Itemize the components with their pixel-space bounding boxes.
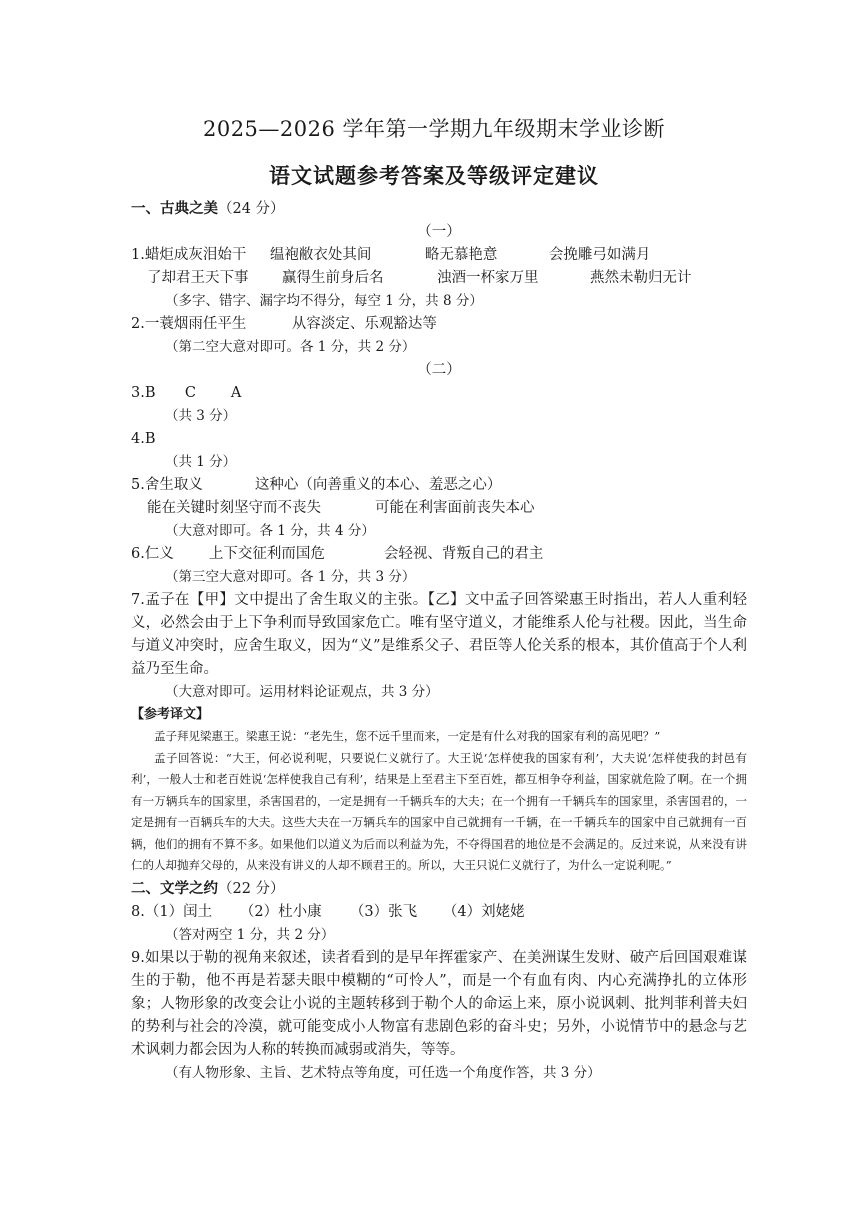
q1-answer-7: 浊酒一杯家万里 <box>437 270 539 286</box>
q5-row2 <box>131 497 747 520</box>
q8-answer-3: （3）张飞 <box>349 903 418 920</box>
q8-scoring-note: （答对两空 1 分，共 2 分） <box>165 926 335 943</box>
q1-answer-5: 了却君王天下事 <box>147 270 249 286</box>
q2-row <box>131 313 747 336</box>
q2-number: 2. <box>131 316 145 332</box>
q1-answer-1: 蜡炬成灰泪始干 <box>144 247 247 263</box>
q8-answer-2: （2）杜小康 <box>239 903 322 920</box>
section-2-score: （22 分） <box>218 880 285 897</box>
q5-scoring-note: （大意对即可。各 1 分，共 4 分） <box>165 523 375 539</box>
q5-row1 <box>131 474 747 497</box>
section-1-title: 一、古典之美 <box>131 200 218 217</box>
q5-answer-4: 可能在利害面前丧失本心 <box>375 500 535 516</box>
part-2-label: （二） <box>417 362 461 378</box>
page-subtitle: 语文试题参考答案及等级评定建议 <box>269 163 599 188</box>
q8-answer-4: （4）刘姥姥 <box>442 903 525 920</box>
q6-number: 6. <box>131 546 145 562</box>
q1-row1 <box>131 244 747 267</box>
q7-scoring-note: （大意对即可。运用材料论证观点，共 3 分） <box>165 684 439 700</box>
q9-scoring-note: （有人物形象、主旨、艺术特点等角度，可任选一个角度作答，共 3 分） <box>165 1064 601 1081</box>
q6-scoring-note: （第三空大意对即可。各 1 分，共 3 分） <box>165 569 416 585</box>
q1-answer-2: 缊袍敝衣处其间 <box>269 247 372 263</box>
q7-number: 7. <box>131 592 145 608</box>
q4-scoring-note: （共 1 分） <box>165 454 237 470</box>
q4-number: 4. <box>131 431 145 447</box>
q3-row <box>131 382 747 405</box>
section-1-score: （24 分） <box>218 201 285 217</box>
reference-translation-paragraph-2: 孟子回答说：“大王，何必说利呢，只要说仁义就行了。大王说‘怎样使我的国家有利’，大夫说‘怎样使我的封邑有利’，一般人士和老百姓说‘怎样使我自己有利’，结果是上至君主下至百姓，都互相争夺利益，国家就危险了啊。在一个拥有一万辆兵车的国家里，杀害国君的，一定是拥有一千辆兵车的大夫；在一个拥有一千辆兵车的国家里，杀害国君的，一定是拥有一百辆兵车的大夫。这些大夫在一万辆兵车的国家中自己就拥有一千辆，在一千辆兵车的国家中自己就拥有一百辆，他们的拥有不算不多。如果他们以道义为后而以利益为先，不夺得国君的地位是不会满足的。反过来说，从来没有讲仁的人却抛弃父母的，从来没有讲义的人却不顾君王的。所以，大王只说仁义就行了，为什么一定说利呢。” <box>131 750 747 872</box>
q5-number: 5. <box>131 477 145 493</box>
q1-answer-3: 略无慕艳意 <box>424 247 498 263</box>
q1-answer-8: 燕然未勒归无计 <box>590 270 692 286</box>
q7-text: 孟子在【甲】文中提出了舍生取义的主张。【乙】文中孟子回答梁惠王时指出，若人人重利轻义，必然会由于上下争利而导致国家危亡。唯有坚守道义，才能维系人伦与社稷。因此，当生命与道义冲突时，应舍生取义，因为“义”是维系父子、君臣等人伦关系的根本，其价值高于个人利益乃至生命。 <box>131 592 747 677</box>
q8-row <box>131 901 747 924</box>
part-1-label: （一） <box>417 224 461 240</box>
q6-answer-1: 仁义 <box>144 546 174 562</box>
q7-answer <box>131 589 747 681</box>
q1-row2 <box>131 267 747 290</box>
q1-answer-4: 会挽雕弓如满月 <box>548 247 651 263</box>
q3-answer-1: B <box>144 385 156 401</box>
page-title: 2025—2026 学年第一学期九年级期末学业诊断 <box>202 117 666 141</box>
q3-scoring-note: （共 3 分） <box>165 408 237 424</box>
q9-text: 如果以于勒的视角来叙述，读者看到的是早年挥霍家产、在美洲谋生发财、破产后回国艰难谋生的于勒，他不再是若瑟夫眼中模糊的“可怜人”，而是一个有血有肉、内心充满挣扎的立体形象；人物形象的改变会让小说的主题转移到于勒个人的命运上来，原小说讽刺、批判菲利普夫妇的势利与社会的冷漠，就可能变成小人物富有悲剧色彩的奋斗史；另外，小说情节中的悬念与艺术讽刺力都会因为人称的转换而减弱或消失，等等。 <box>131 949 747 1058</box>
q5-answer-3: 能在关键时刻坚守而不丧失 <box>147 500 321 516</box>
q4-row <box>131 428 747 451</box>
q2-answer-2: 从容淡定、乐观豁达等 <box>291 316 437 332</box>
q3-answer-3: A <box>230 385 242 401</box>
q5-answer-1: 舍生取义 <box>144 477 203 493</box>
q6-answer-2: 上下交征利而国危 <box>208 546 325 562</box>
reference-translation-label: 【参考译文】 <box>131 707 210 722</box>
q1-number: 1. <box>131 247 145 263</box>
reference-translation-paragraph-1: 孟子拜见梁惠王。梁惠王说：“老先生，您不远千里而来，一定是有什么对我的国家有利的高见吧？” <box>154 729 661 743</box>
q2-scoring-note: （第二空大意对即可。各 1 分，共 2 分） <box>165 339 416 355</box>
q8-number: 8. <box>131 903 145 920</box>
q3-answer-2: C <box>184 385 196 401</box>
q5-answer-2: 这种心（向善重义的本心、羞恶之心） <box>254 477 502 493</box>
q6-row <box>131 543 747 566</box>
section-1-heading <box>131 197 747 221</box>
section-2-title: 二、文学之约 <box>131 879 218 897</box>
q6-answer-3: 会轻视、背叛自己的君主 <box>383 546 544 562</box>
q9-number: 9. <box>131 949 145 966</box>
q2-answer-1: 一蓑烟雨任平生 <box>144 316 247 332</box>
answer-content <box>131 197 747 1085</box>
section-2-heading <box>131 877 747 901</box>
q4-answer: B <box>144 431 156 447</box>
q1-scoring-note: （多字、错字、漏字均不得分，每空 1 分，共 8 分） <box>165 293 483 309</box>
q8-answer-1: （1）闰土 <box>144 903 213 920</box>
q3-number: 3. <box>131 385 145 401</box>
q9-answer <box>131 947 747 1062</box>
q1-answer-6: 赢得生前身后名 <box>282 270 384 286</box>
